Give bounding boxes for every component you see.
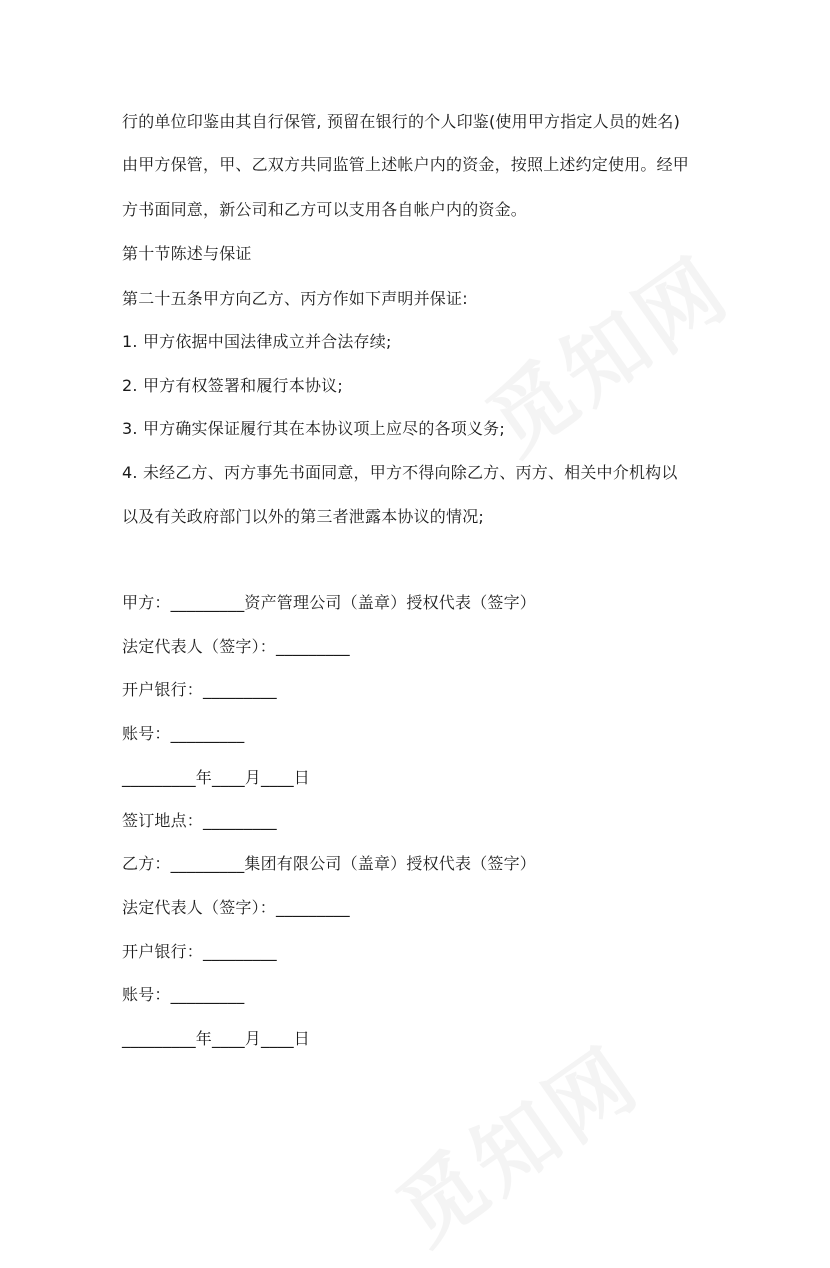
watermark xyxy=(370,1014,661,1268)
party-a-account: 账号：_________ xyxy=(122,724,245,743)
list-item-continuation: 以及有关政府部门以外的第三者泄露本协议的情况; xyxy=(122,507,484,526)
party-a-line: 甲方：_________资产管理公司（盖章）授权代表（签字） xyxy=(122,593,537,612)
list-item: 4. 未经乙方、丙方事先书面同意，甲方不得向除乙方、丙方、相关中介机构以 xyxy=(122,463,678,482)
list-item: 1. 甲方依据中国法律成立并合法存续; xyxy=(122,332,392,351)
party-a-legal-rep: 法定代表人（签字）：_________ xyxy=(122,637,350,656)
section-heading: 第十节陈述与保证 xyxy=(122,244,252,263)
party-b-account: 账号：_________ xyxy=(122,985,245,1004)
paragraph-line: 行的单位印鉴由其自行保管, 预留在银行的个人印鉴(使用甲方指定人员的姓名) xyxy=(122,112,681,131)
paragraph-line: 由甲方保管，甲、乙双方共同监管上述帐户内的资金，按照上述约定使用。经甲 xyxy=(122,155,690,174)
party-a-date: _________年____月____日 xyxy=(122,768,311,787)
party-b-bank: 开户银行：_________ xyxy=(122,942,277,961)
list-item: 2. 甲方有权签署和履行本协议; xyxy=(122,376,343,395)
article-heading: 第二十五条甲方向乙方、丙方作如下声明并保证: xyxy=(122,289,468,308)
party-b-legal-rep: 法定代表人（签字）：_________ xyxy=(122,898,350,917)
party-b-date: _________年____月____日 xyxy=(122,1029,311,1048)
signing-place: 签订地点：_________ xyxy=(122,811,277,830)
list-item: 3. 甲方确实保证履行其在本协议项上应尽的各项义务; xyxy=(122,419,505,438)
party-b-line: 乙方：_________集团有限公司（盖章）授权代表（签字） xyxy=(122,854,537,873)
party-a-bank: 开户银行：_________ xyxy=(122,680,277,699)
paragraph-line: 方书面同意，新公司和乙方可以支用各自帐户内的资金。 xyxy=(122,200,528,219)
